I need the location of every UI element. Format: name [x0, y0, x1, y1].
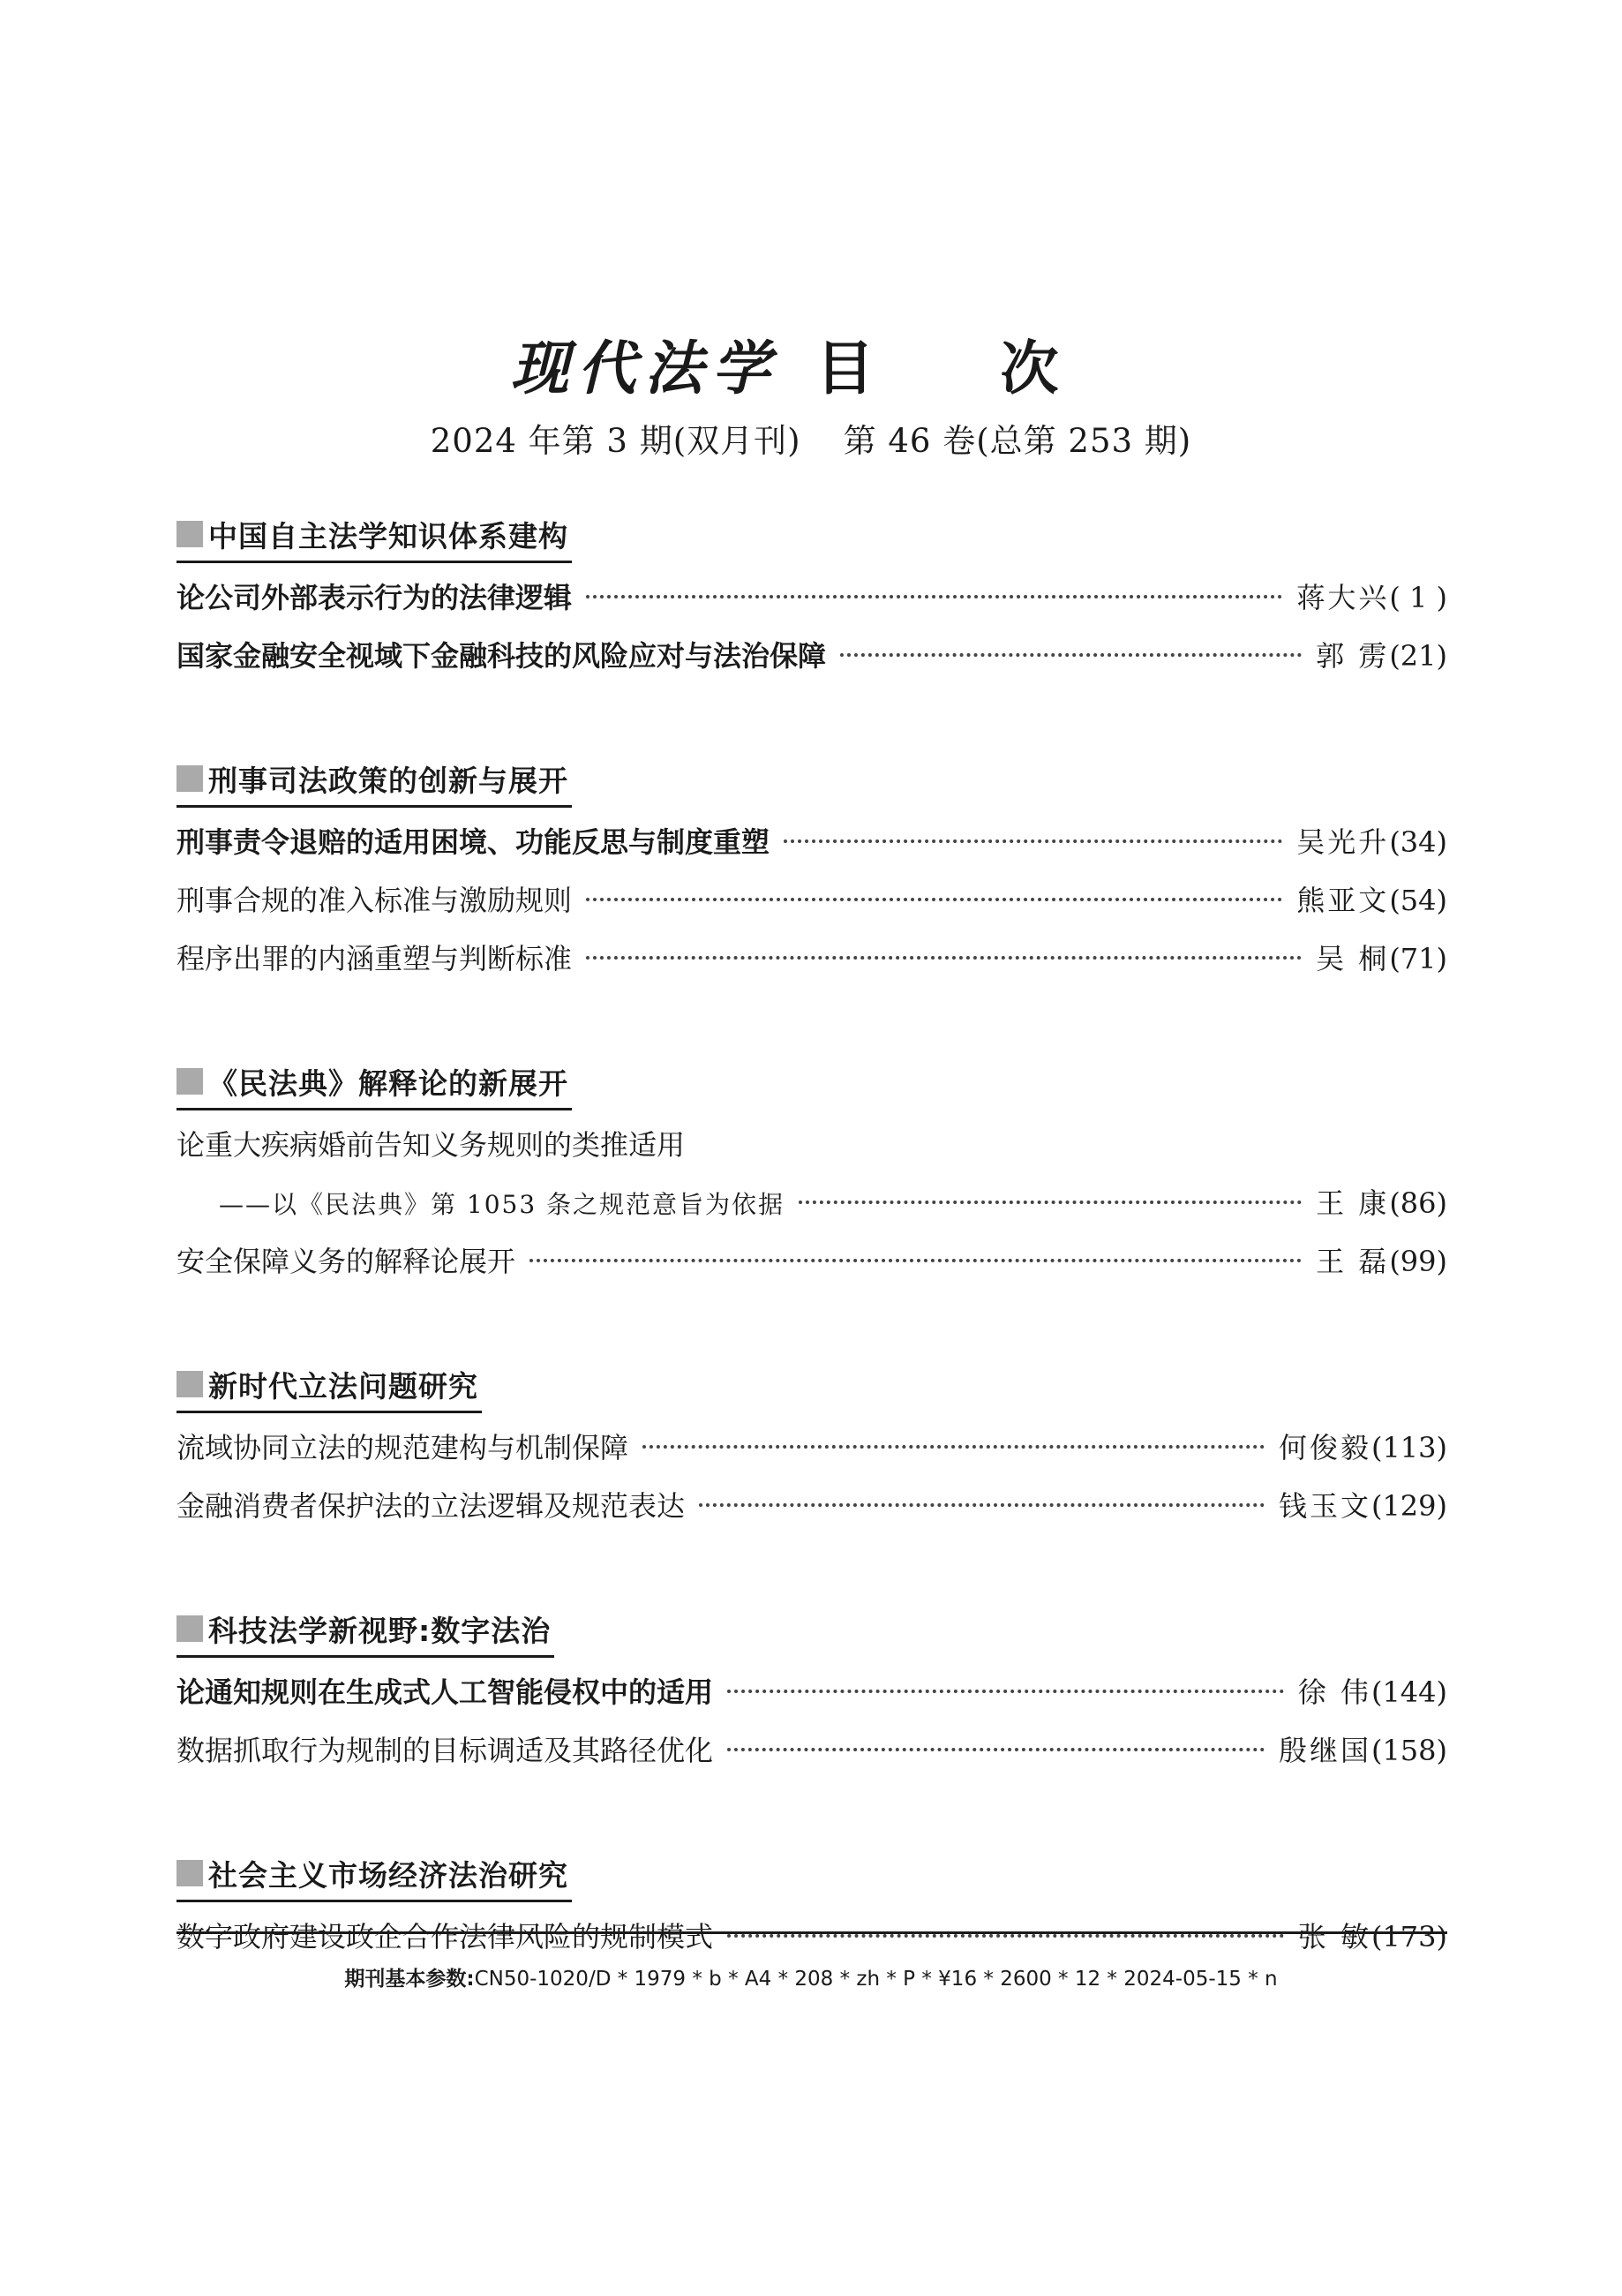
page-number: (34)	[1389, 825, 1447, 859]
toc-entry[interactable]	[176, 1477, 1447, 1535]
page-number: (54)	[1389, 884, 1447, 917]
toc-section	[176, 752, 1447, 988]
article-title: 流域协同立法的规范建构与机制保障	[176, 1431, 629, 1464]
section-heading	[176, 1847, 572, 1902]
page-number: ( 1 )	[1389, 581, 1447, 614]
toc-section	[176, 1358, 1447, 1535]
toc-entry[interactable]	[176, 871, 1447, 930]
volume-number: 第 46 卷(总第 253 期)	[843, 422, 1192, 460]
toc-entry[interactable]	[176, 813, 1447, 871]
page-number: (86)	[1389, 1186, 1447, 1220]
toc-entry[interactable]	[176, 627, 1447, 685]
issue-number: 2024 年第 3 期(双月刊)	[430, 422, 801, 460]
dot-leader	[586, 898, 1282, 901]
square-bullet-icon	[176, 1615, 203, 1642]
dot-leader	[642, 1445, 1265, 1449]
article-title: 刑事责令退赔的适用困境、功能反思与制度重塑	[176, 825, 770, 859]
article-title: 论通知规则在生成式人工智能侵权中的适用	[176, 1675, 714, 1709]
dot-leader	[840, 653, 1302, 657]
article-subtitle: ——以《民法典》第 1053 条之规范意旨为依据	[219, 1190, 785, 1219]
article-title: 国家金融安全视域下金融科技的风险应对与法治保障	[176, 639, 827, 673]
table-of-contents	[176, 508, 1447, 1966]
article-author: 吴 桐	[1316, 942, 1390, 975]
section-heading-text: 刑事司法政策的创新与展开	[208, 763, 568, 798]
page-number: (21)	[1389, 639, 1447, 673]
article-title: 刑事合规的准入标准与激励规则	[176, 884, 573, 917]
issue-info	[0, 415, 1622, 468]
toc-entry[interactable]	[176, 1232, 1447, 1291]
journal-name: 现代法学	[510, 334, 779, 403]
journal-parameters	[0, 1961, 1622, 1997]
article-title: 安全保障义务的解释论展开	[176, 1245, 516, 1278]
article-author: 何俊毅	[1278, 1431, 1371, 1464]
section-heading-text: 《民法典》解释论的新展开	[208, 1065, 568, 1101]
toc-entry[interactable]	[176, 1419, 1447, 1477]
page-number: (144)	[1370, 1675, 1447, 1709]
toc-entry[interactable]	[176, 1116, 1447, 1174]
toc-entry[interactable]	[176, 568, 1447, 627]
page-number: (173)	[1370, 1920, 1447, 1953]
section-heading	[176, 1358, 482, 1413]
page-number: (129)	[1370, 1489, 1447, 1523]
toc-entry[interactable]	[176, 930, 1447, 988]
article-author: 钱玉文	[1278, 1489, 1371, 1523]
article-title: 程序出罪的内涵重塑与判断标准	[176, 942, 573, 975]
toc-entry[interactable]	[176, 1721, 1447, 1780]
parameters-value: CN50-1020/D * 1979 * b * A4 * 208 * zh * P * ¥16 * 2600 * 12 * 2024-05-15 * n	[474, 1968, 1278, 1991]
toc-entry-subtitle[interactable]	[176, 1174, 1447, 1232]
dot-leader	[727, 1934, 1284, 1938]
square-bullet-icon	[176, 521, 203, 547]
article-title: 论公司外部表示行为的法律逻辑	[176, 581, 573, 614]
toc-section	[176, 1055, 1447, 1291]
toc-section	[176, 508, 1447, 685]
page-number: (158)	[1370, 1734, 1447, 1767]
page-title	[0, 328, 1622, 408]
article-author: 徐 伟	[1297, 1675, 1371, 1709]
square-bullet-icon	[176, 765, 203, 792]
section-heading-text: 社会主义市场经济法治研究	[208, 1857, 568, 1893]
square-bullet-icon	[176, 1068, 203, 1095]
page-number: (113)	[1370, 1431, 1447, 1464]
footer-rule	[176, 1931, 1447, 1934]
toc-entry[interactable]	[176, 1908, 1447, 1966]
dot-leader	[586, 956, 1302, 960]
toc-section	[176, 1602, 1447, 1780]
dot-leader	[784, 839, 1282, 843]
dot-leader	[529, 1259, 1302, 1262]
parameters-label: 期刊基本参数:	[344, 1968, 475, 1991]
dot-leader	[586, 595, 1282, 598]
toc-section	[176, 1847, 1447, 1966]
toc-entry[interactable]	[176, 1663, 1447, 1721]
dot-leader	[727, 1690, 1284, 1693]
article-author: 张 敏	[1297, 1920, 1371, 1953]
article-author: 殷继国	[1278, 1734, 1371, 1767]
page-number: (99)	[1389, 1245, 1447, 1278]
section-heading-text: 中国自主法学知识体系建构	[208, 518, 568, 553]
article-title: 数字政府建设政企合作法律风险的规制模式	[176, 1920, 714, 1953]
toc-heading: 目 次	[815, 334, 1112, 403]
dot-leader	[699, 1503, 1265, 1507]
article-title: 数据抓取行为规制的目标调适及其路径优化	[176, 1734, 714, 1767]
square-bullet-icon	[176, 1860, 203, 1886]
section-heading	[176, 752, 572, 808]
section-heading	[176, 508, 572, 563]
square-bullet-icon	[176, 1371, 203, 1397]
dot-leader	[799, 1201, 1302, 1204]
article-author: 王 磊	[1316, 1245, 1390, 1278]
article-author: 郭 雳	[1316, 639, 1390, 673]
page-number: (71)	[1389, 942, 1447, 975]
dot-leader	[727, 1748, 1265, 1751]
article-author: 蒋大兴	[1296, 581, 1390, 614]
section-heading-text: 科技法学新视野:数字法治	[208, 1613, 552, 1648]
article-title: 金融消费者保护法的立法逻辑及规范表达	[176, 1489, 686, 1523]
article-author: 吴光升	[1296, 825, 1390, 859]
section-heading	[176, 1055, 572, 1110]
article-author: 熊亚文	[1296, 884, 1390, 917]
section-heading-text: 新时代立法问题研究	[208, 1368, 478, 1404]
article-title: 论重大疾病婚前告知义务规则的类推适用	[176, 1128, 686, 1162]
article-author: 王 康	[1316, 1186, 1390, 1220]
section-heading	[176, 1602, 554, 1658]
